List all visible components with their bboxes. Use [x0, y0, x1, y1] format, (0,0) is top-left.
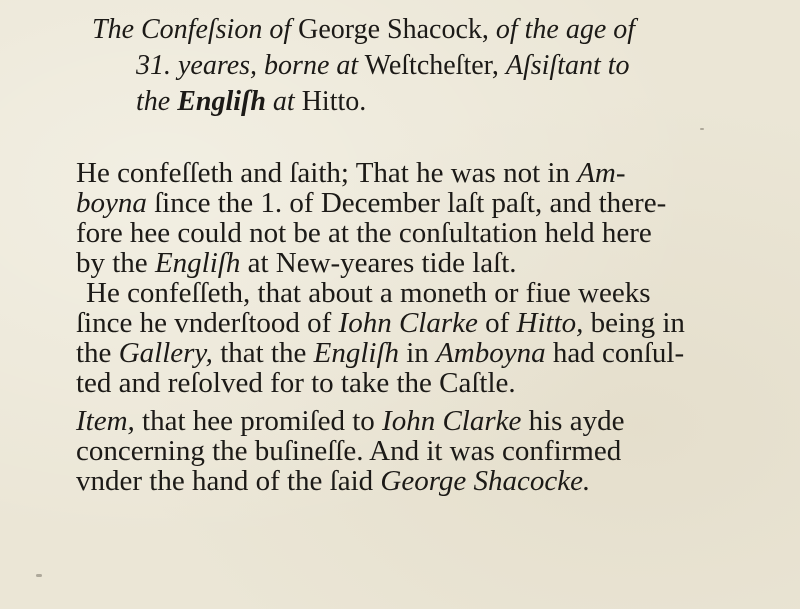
ink-speck: [36, 574, 42, 577]
text-line: [76, 188, 766, 218]
heading-text: borne at: [264, 50, 359, 81]
heading-text: at: [272, 86, 295, 117]
text-run: that the: [220, 337, 307, 369]
text-run: by the: [76, 247, 148, 279]
text-run-italic: Gallery,: [118, 337, 213, 369]
text-run: ſince the 1. of December laſt paſt, and there-: [154, 187, 667, 219]
text-line: [76, 338, 766, 368]
text-run: ſince he vnderſtood of: [76, 307, 332, 339]
heading-line-2: [92, 48, 772, 84]
text-run: of: [485, 307, 510, 339]
text-run-italic: Am-: [577, 157, 626, 189]
text-run-italic: Amboyna: [436, 337, 546, 369]
text-run-italic: George Shacocke.: [380, 465, 591, 497]
text-line: [76, 466, 766, 496]
text-line: fore hee could not be at the conſultation held here: [76, 217, 652, 249]
text-line: ted and reſolved for to take the Caſtle.: [76, 367, 516, 399]
heading-text: 31. yeares,: [136, 50, 258, 81]
text-line: concerning the buſineſſe. And it was confirmed: [76, 435, 622, 467]
heading-text: of the age of: [495, 14, 636, 45]
heading-name: George Shacock,: [298, 14, 489, 45]
text-run: being in: [590, 307, 685, 339]
text-run-italic: Engliſh: [154, 247, 241, 279]
heading-line-3: [92, 84, 772, 120]
text-run: had conſul-: [552, 337, 685, 369]
text-run: the: [76, 337, 112, 369]
ink-speck: [700, 128, 704, 130]
paragraph-1: [76, 158, 766, 278]
text-run-italic: Iohn Clarke: [338, 307, 478, 339]
text-line: [76, 248, 766, 278]
text-line: [76, 308, 766, 338]
text-run: He confeſſeth and ſaith; That he was not in: [76, 157, 570, 189]
heading-text: Engliſh: [177, 86, 266, 117]
heading-text: The Confeſsion of: [92, 14, 292, 45]
paragraph-2: [76, 278, 766, 398]
text-line: [76, 406, 766, 436]
heading-text: Aſsiſtant to: [505, 50, 630, 81]
heading-line-1: [92, 12, 772, 48]
text-line: He confeſſeth, that about a moneth or fiue weeks: [86, 277, 651, 309]
text-run: that hee promiſed to: [142, 405, 375, 437]
text-run-italic: Iohn Clarke: [382, 405, 522, 437]
heading-text: the: [136, 86, 171, 117]
text-run: his ayde: [528, 405, 625, 437]
text-run-italic: boyna: [76, 187, 147, 219]
text-run-italic: Hitto,: [516, 307, 584, 339]
heading-place: Hitto.: [301, 86, 367, 117]
paragraph-3: [76, 406, 766, 496]
text-line: [76, 158, 766, 188]
text-run: at New-yeares tide laſt.: [247, 247, 517, 279]
document-body: [76, 158, 766, 496]
heading-place: Weſtcheſter,: [364, 50, 499, 81]
document-heading: [92, 12, 772, 120]
text-run-italic: Engliſh: [313, 337, 399, 369]
text-run: vnder the hand of the ſaid: [76, 465, 374, 497]
text-run-italic: Item,: [76, 405, 135, 437]
text-run: in: [406, 337, 429, 369]
